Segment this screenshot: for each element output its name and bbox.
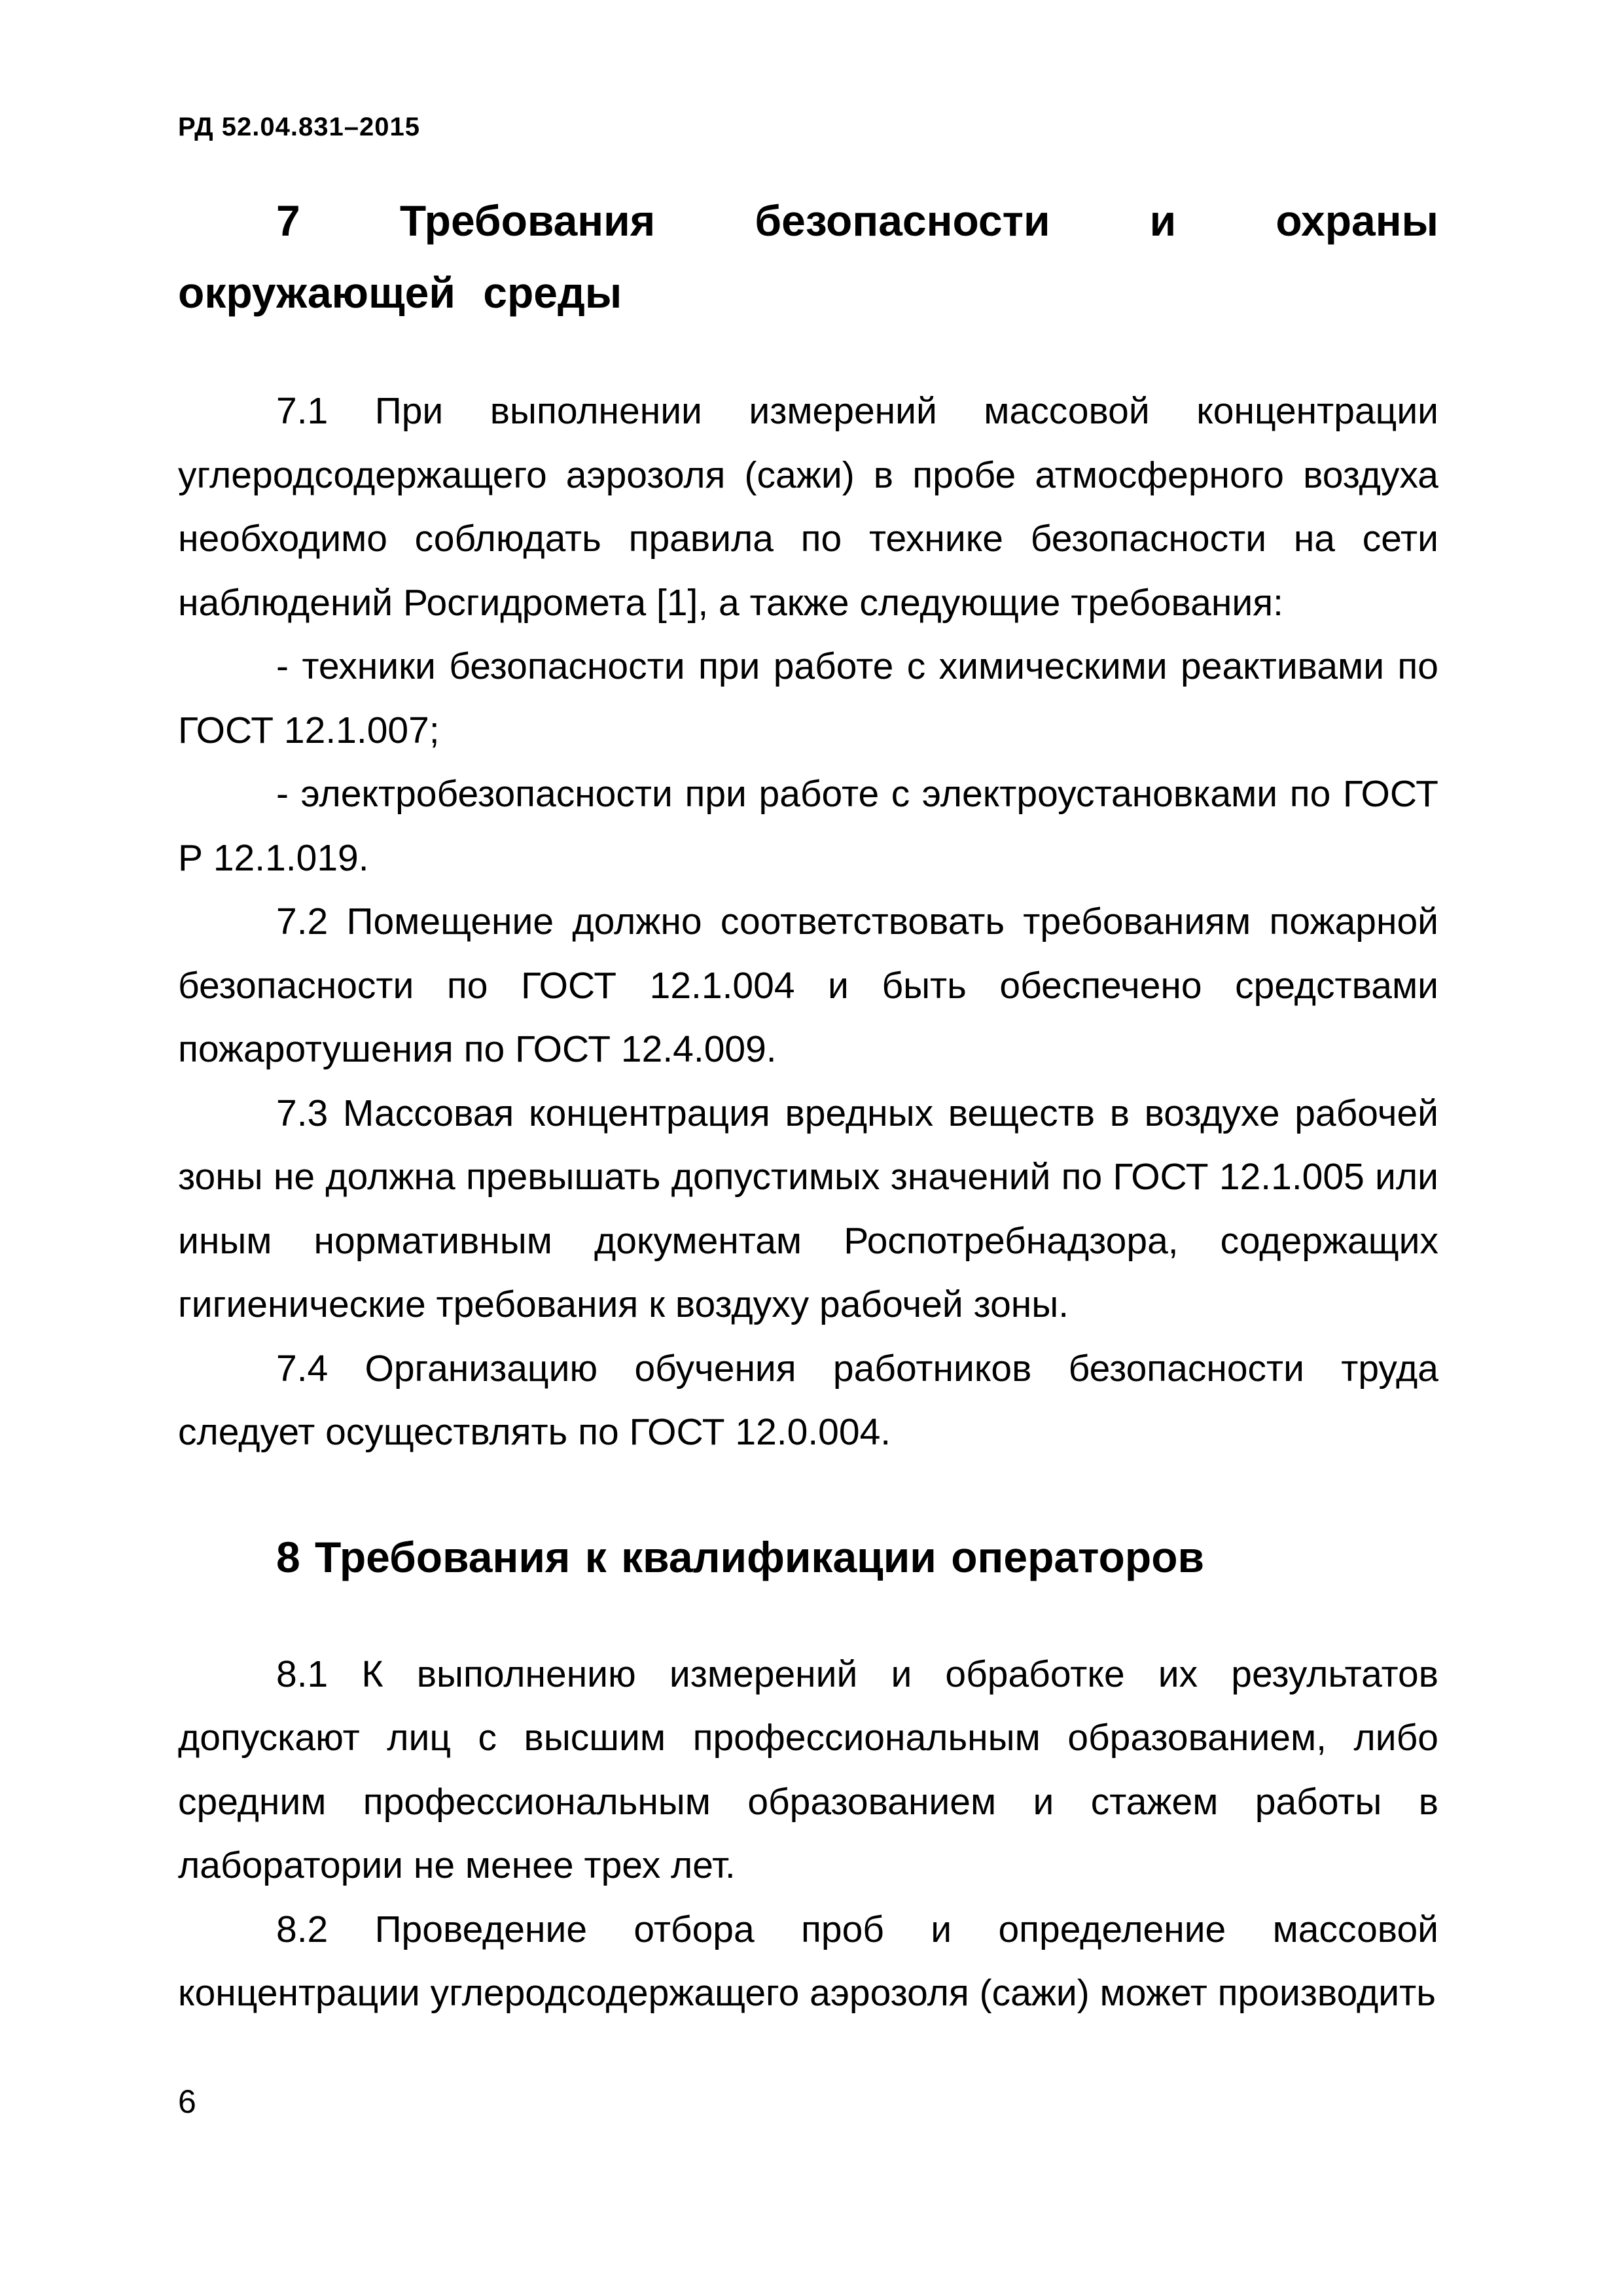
page-content: [178, 185, 1438, 2026]
page-number: 6: [178, 2083, 196, 2120]
section-8-heading: 8 Требования к квалификации операторов: [276, 1532, 1205, 1581]
list-item-chemical-safety: - техники безопасности при работе с химическими реактивами по ГОСТ 12.1.007;: [178, 645, 1438, 751]
section-7-heading: 7 Требования безопасности и охраны окружающей среды: [178, 196, 1438, 317]
paragraph-7-1: 7.1 При выполнении измерений массовой концентрации углеродсодержащего аэрозоля (сажи) в пробе атмосферного воздуха необходимо соблюдать правила по технике безопасности на сети наблюдений Росгидромета [1], а также следующие требования:: [178, 390, 1438, 624]
list-item-electrical-safety: - электробезопасности при работе с электроустановками по ГОСТ Р 12.1.019.: [178, 773, 1438, 879]
paragraph-8-1: 8.1 К выполнению измерений и обработке их результатов допускают лиц с высшим профессиональным образованием, либо средним профессиональным образованием и стажем работы в лаборатории не менее трех лет.: [178, 1653, 1438, 1886]
document-code-header: РД 52.04.831–2015: [178, 113, 420, 141]
paragraph-8-2: 8.2 Проведение отбора проб и определение массовой концентрации углеродсодержащего аэрозоля (сажи) может производить: [178, 1908, 1438, 2014]
paragraph-7-3: 7.3 Массовая концентрация вредных веществ в воздухе рабочей зоны не должна превышать допустимых значений по ГОСТ 12.1.005 или иным нормативным документам Роспотребнадзора, содержащих гигиенические требования к воздуху рабочей зоны.: [178, 1092, 1438, 1325]
paragraph-7-4: 7.4 Организацию обучения работников безопасности труда следует осуществлять по ГОСТ 12.0.004.: [178, 1347, 1438, 1453]
paragraph-7-2: 7.2 Помещение должно соответствовать требованиям пожарной безопасности по ГОСТ 12.1.004 и быть обеспечено средствами пожаротушения по ГОСТ 12.4.009.: [178, 901, 1438, 1070]
